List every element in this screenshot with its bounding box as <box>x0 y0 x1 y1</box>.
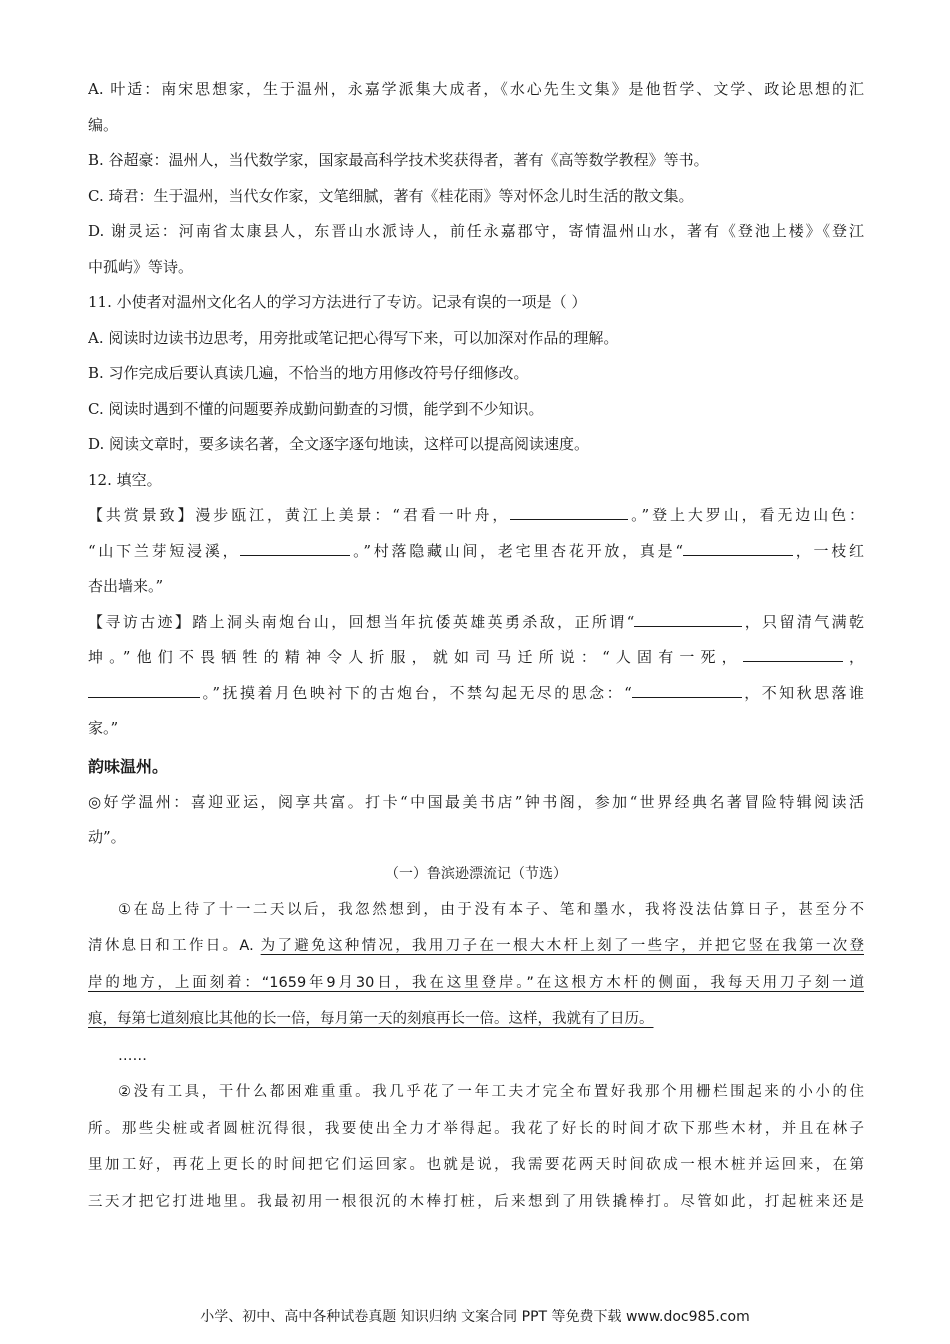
q12-relics-line3: 。”抚摸着月色映衬下的古炮台，不禁勾起无尽的思念：“ ，不知秋思落谁 <box>88 676 864 712</box>
answer-blank-5[interactable] <box>743 647 843 662</box>
page-footer: 小学、初中、高中各种试卷真题 知识归纳 文案合同 PPT 等免费下载 www.doc985.com <box>200 1309 750 1325</box>
q10-option-d-line1: D. 谢灵运：河南省太康县人，东晋山水派诗人，前任永嘉郡守，寄情温州山水，著有《登池上楼》《登江 <box>88 222 864 240</box>
article-p2-line1: ②没有工具，干什么都困难重重。我几乎花了一年工夫才完全布置好我那个用栅栏围起来的小小的住 <box>118 1084 864 1100</box>
exam-page <box>88 72 864 1220</box>
q10-option-a-line2: 编。 <box>88 115 119 134</box>
article-ellipsis: …… <box>118 1047 147 1064</box>
article-p2-line4: 三天才把它打进地里。我最初用一根很沉的木棒打桩，后来想到了用铁撬棒打。尽管如此，打起桩来还是 <box>88 1193 864 1210</box>
article-title: （一）鲁滨逊漂流记（节选） <box>385 865 567 882</box>
section-intro-line2: 动”。 <box>88 828 126 846</box>
q12-scenery-line3: 杏出墙来。” <box>88 577 164 595</box>
q12-scenery-line2: “山下兰芽短浸溪， 。”村落隐藏山间，老宅里杏花开放，真是“ ，一枝红 <box>88 541 864 560</box>
underlined-passage: 为了避免这种情况，我用刀子在一根大木杆上刻了一些字，并把它竖在我第一次登 <box>260 938 864 954</box>
answer-blank-4[interactable] <box>634 612 742 627</box>
q10-option-b: B. 谷超豪：温州人，当代数学家，国家最高科学技术奖获得者，著有《高等数学教程》等书。 <box>88 151 709 169</box>
answer-blank-3[interactable] <box>683 541 793 556</box>
q11-option-a: A. 阅读时边读书边思考，用旁批或笔记把心得写下来，可以加深对作品的理解。 <box>88 328 619 347</box>
article-p1-line1: ①在岛上待了十一二天以后，我忽然想到，由于没有本子、笔和墨水，我将没法估算日子，甚至分不 <box>118 901 864 918</box>
answer-blank-2[interactable] <box>240 541 350 556</box>
emphasis-char-1: 有 <box>461 293 477 311</box>
article-p1-line4: 痕，每第七道刻痕比其他的长一倍，每月第一天的刻痕再长一倍。这样，我就有了日历。 <box>88 1011 654 1027</box>
article-p1-line3: 岸的地方，上面刻着：“1659年9月30日，我在这里登岸。”在这根方木杆的侧面，我每天用刀子刻一道 <box>88 974 864 991</box>
q12-relics-line2: 坤。”他们不畏牺牲的精神令人折服，就如司马迁所说：“人固有一死， ， <box>88 648 864 666</box>
article-p1-line2: 清休息日和工作日。A. 为了避免这种情况，我用刀子在一根大木杆上刻了一些字，并把它竖在我第一次登 <box>88 938 864 954</box>
q12-relics-line4: 家。” <box>88 719 119 737</box>
article-p2-line3: 里加工好，再花上更长的时间把它们运回家。也就是说，我需要花两天时间砍成一根木桩并运回来，在第 <box>88 1157 864 1173</box>
q12-scenery-line1: 【共赏景致】漫步瓯江，黄江上美景：“君看一叶舟， 。”登上大罗山，看无边山色： <box>88 506 864 524</box>
section-intro-line1: ◎好学温州：喜迎亚运，阅享共富。打卡“中国最美书店”钟书阁，参加“世界经典名著冒险特辑阅读活 <box>88 792 864 811</box>
q12-relics-line1: 【寻访古迹】踏上洞头南炮台山，回想当年抗倭英雄英勇杀敌，正所谓“ ，只留清气满乾 <box>88 612 864 631</box>
q11-option-d: D. 阅读文章时，要多读名著，全文逐字逐句地读，这样可以提高阅读速度。 <box>88 435 590 453</box>
q10-option-a-line1: A. 叶适：南宋思想家，生于温州，永嘉学派集大成者，《水心先生文集》是他哲学、文学、政论思想的汇 <box>88 80 864 98</box>
q12-title: 12. 填空。 <box>88 470 162 489</box>
answer-blank-6[interactable] <box>88 683 200 698</box>
section-title: 韵味温州。 <box>88 756 169 776</box>
emphasis-char-2: 误 <box>476 293 492 311</box>
q10-option-d-line2: 中孤屿》等诗。 <box>88 257 194 276</box>
answer-blank-1[interactable] <box>510 505 628 520</box>
article-p2-line2: 所。那些尖桩或者圆桩沉得很，我要使出全力才举得起。我花了好长的时间才砍下那些木材，并且在林子 <box>88 1120 864 1137</box>
q11-option-c: C. 阅读时遇到不懂的问题要养成勤问勤查的习惯，能学到不少知识。 <box>88 399 544 418</box>
q11-option-b: B. 习作完成后要认真读几遍，不恰当的地方用修改符号仔细修改。 <box>88 364 529 382</box>
q10-option-c: C. 琦君：生于温州，当代女作家，文笔细腻，著有《桂花雨》等对怀念儿时生活的散文集。 <box>88 186 694 205</box>
answer-blank-7[interactable] <box>632 683 742 698</box>
q11-stem: 11. 小使者对温州文化名人的学习方法进行了专访。记录有误的一项是（ ） <box>88 293 587 311</box>
